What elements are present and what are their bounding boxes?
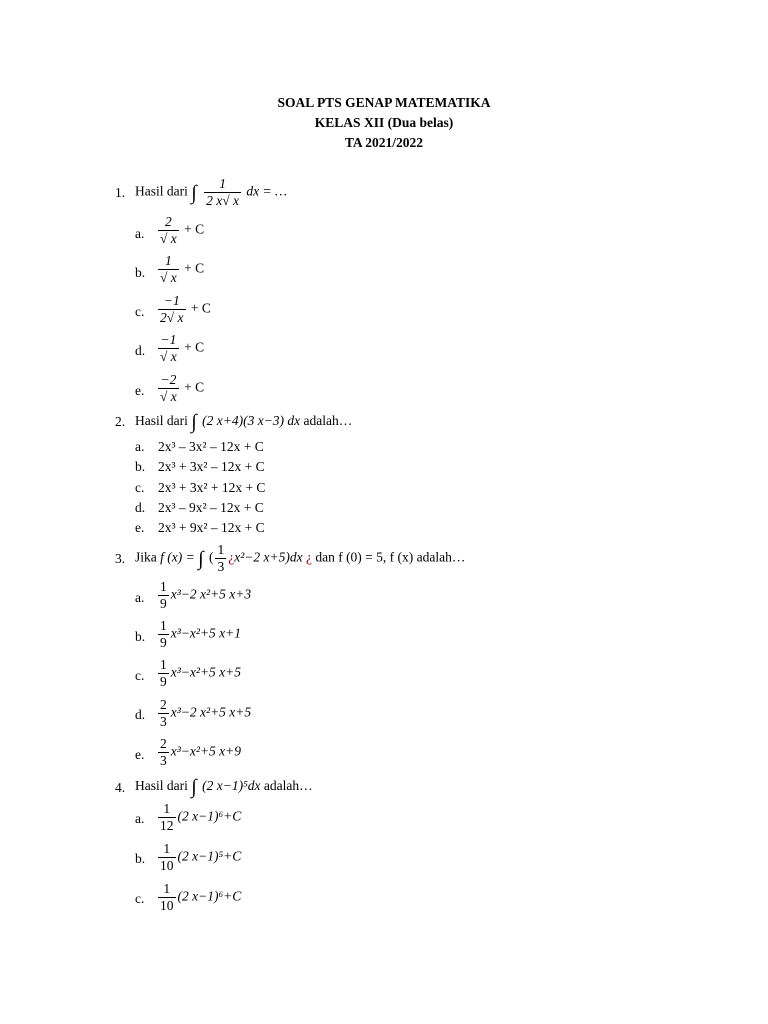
q3b-num: 1 [160,618,167,633]
q1-frac-den: 2 x√ x [206,193,240,208]
document-title: SOAL PTS GENAP MATEMATIKA [277,95,491,110]
q3-tail: dan f (0) = 5, f (x) adalah… [315,549,466,565]
q4-dx: dx [247,778,261,793]
q2-option-b-letter: b. [135,459,146,474]
q4b-num: 1 [163,841,171,856]
q1-frac-num: 1 [219,176,226,191]
q1-option-a-letter: a. [135,226,145,241]
q1-option-a [156,214,204,247]
q1c-num: −1 [163,293,180,308]
q1-option-e-letter: e. [135,383,145,398]
question-3-text [135,542,465,575]
q3-fx: f (x) = [160,549,195,565]
q1e-tail: + C [184,379,205,395]
q4-option-a [156,801,241,834]
q1-option-d [156,332,204,365]
q2-option-d-letter: d. [135,500,146,515]
q3-frac-den: 3 [217,559,225,574]
question-2-text [135,411,353,433]
q3-option-b-letter: b. [135,629,146,644]
q3-option-a-letter: a. [135,590,145,605]
q2-option-c-letter: c. [135,480,145,495]
q3-prefix: Jika [135,549,157,565]
integral-sign: ∫ [198,547,204,570]
q2-option-c: 2x³ + 3x² + 12x + C [158,480,266,495]
q4-option-c-letter: c. [135,891,145,906]
q2-option-a-letter: a. [135,439,145,454]
q4c-den: 10 [160,898,174,913]
q1-option-d-letter: d. [135,343,146,358]
q4-option-c [156,881,241,914]
q3a-num: 1 [160,579,167,594]
question-4-number: 4. [115,780,126,795]
q3-option-a [156,579,251,612]
q4a-num: 1 [163,801,171,816]
q2-option-a: 2x³ – 3x² – 12x + C [158,439,264,454]
q1b-num: 1 [165,253,172,268]
q1e-den: √ x [160,389,177,404]
question-4-text [135,776,313,798]
q2-suffix: adalah… [303,413,353,428]
q4a-den: 12 [160,818,174,833]
q1b-den: √ x [160,270,177,285]
q4-option-b-letter: b. [135,851,146,866]
q2-option-d: 2x³ – 9x² – 12x + C [158,500,264,515]
q1-option-c-letter: c. [135,304,145,319]
q4-option-b [156,841,241,874]
q4-suffix: adalah… [263,778,313,793]
q4c-num: 1 [163,881,171,896]
question-1-text [135,176,287,209]
document-class: KELAS XII (Dua belas) [314,115,454,130]
q1-option-c [156,293,211,326]
q2-expr: (2 x+4)(3 x−3) [202,413,285,428]
integral-sign: ∫ [191,181,197,204]
q1c-den: 2√ x [160,310,184,325]
question-3-number: 3. [115,551,126,566]
q4a-expr: (2 x−1)⁶+C [177,808,242,824]
q3a-den: 9 [160,596,167,611]
q3-open: ( [208,549,214,565]
q2-dx: dx [287,413,301,428]
q3-option-d [156,697,251,730]
document-year: TA 2021/2022 [344,135,424,150]
q1d-tail: + C [184,339,205,355]
question-1-number: 1. [115,185,126,200]
q3c-num: 1 [160,657,167,672]
q1d-den: √ x [160,349,177,364]
q3-option-e-letter: e. [135,747,145,762]
q1d-num: −1 [160,332,177,347]
q4b-den: 10 [160,858,174,873]
q3-frac-num: 1 [217,542,225,557]
q3d-expr: x³−2 x²+5 x+5 [170,704,252,720]
q4-prefix: Hasil dari [135,778,188,793]
q3-option-b [156,618,241,651]
q1a-den: √ x [160,231,177,246]
q2-option-e-letter: e. [135,520,145,535]
q1-fraction [204,176,241,209]
q3-option-e [156,736,241,769]
q1-option-b [156,253,204,286]
q3e-den: 3 [160,753,167,768]
q1-option-b-letter: b. [135,265,146,280]
q1a-num: 2 [165,214,172,229]
q3e-num: 2 [160,736,167,751]
question-2-number: 2. [115,414,126,429]
q3d-num: 2 [160,697,167,712]
q3-mark2: ¿ [305,549,312,565]
q3c-expr: x³−x²+5 x+5 [170,664,242,680]
q3-rest: x²−2 x+5)dx [234,549,303,565]
q4-expr: (2 x−1)⁵ [202,778,248,793]
q3-option-c [156,657,241,690]
q3-option-d-letter: d. [135,707,146,722]
q1-option-e [156,372,204,405]
q3b-den: 9 [160,635,167,650]
integral-sign: ∫ [191,776,197,798]
q1-suffix: dx = … [246,183,287,199]
q3b-expr: x³−x²+5 x+1 [170,625,242,641]
q1e-num: −2 [160,372,177,387]
q3-mark: ¿ [228,549,235,565]
q2-option-b: 2x³ + 3x² – 12x + C [158,459,265,474]
q4-option-a-letter: a. [135,811,145,826]
q3-option-c-letter: c. [135,668,145,683]
q4c-expr: (2 x−1)⁶+C [177,888,242,904]
q1b-tail: + C [184,260,205,276]
q2-option-e: 2x³ + 9x² – 12x + C [158,520,265,535]
q4b-expr: (2 x−1)⁵+C [177,848,242,864]
q1-prefix: Hasil dari [135,183,188,199]
q1c-tail: + C [190,300,211,316]
q2-prefix: Hasil dari [135,413,188,428]
q3c-den: 9 [160,674,167,689]
q1a-tail: + C [184,221,205,237]
q3e-expr: x³−x²+5 x+9 [170,743,242,759]
integral-sign: ∫ [191,411,197,433]
q3d-den: 3 [160,714,167,729]
q3a-expr: x³−2 x²+5 x+3 [170,586,252,602]
